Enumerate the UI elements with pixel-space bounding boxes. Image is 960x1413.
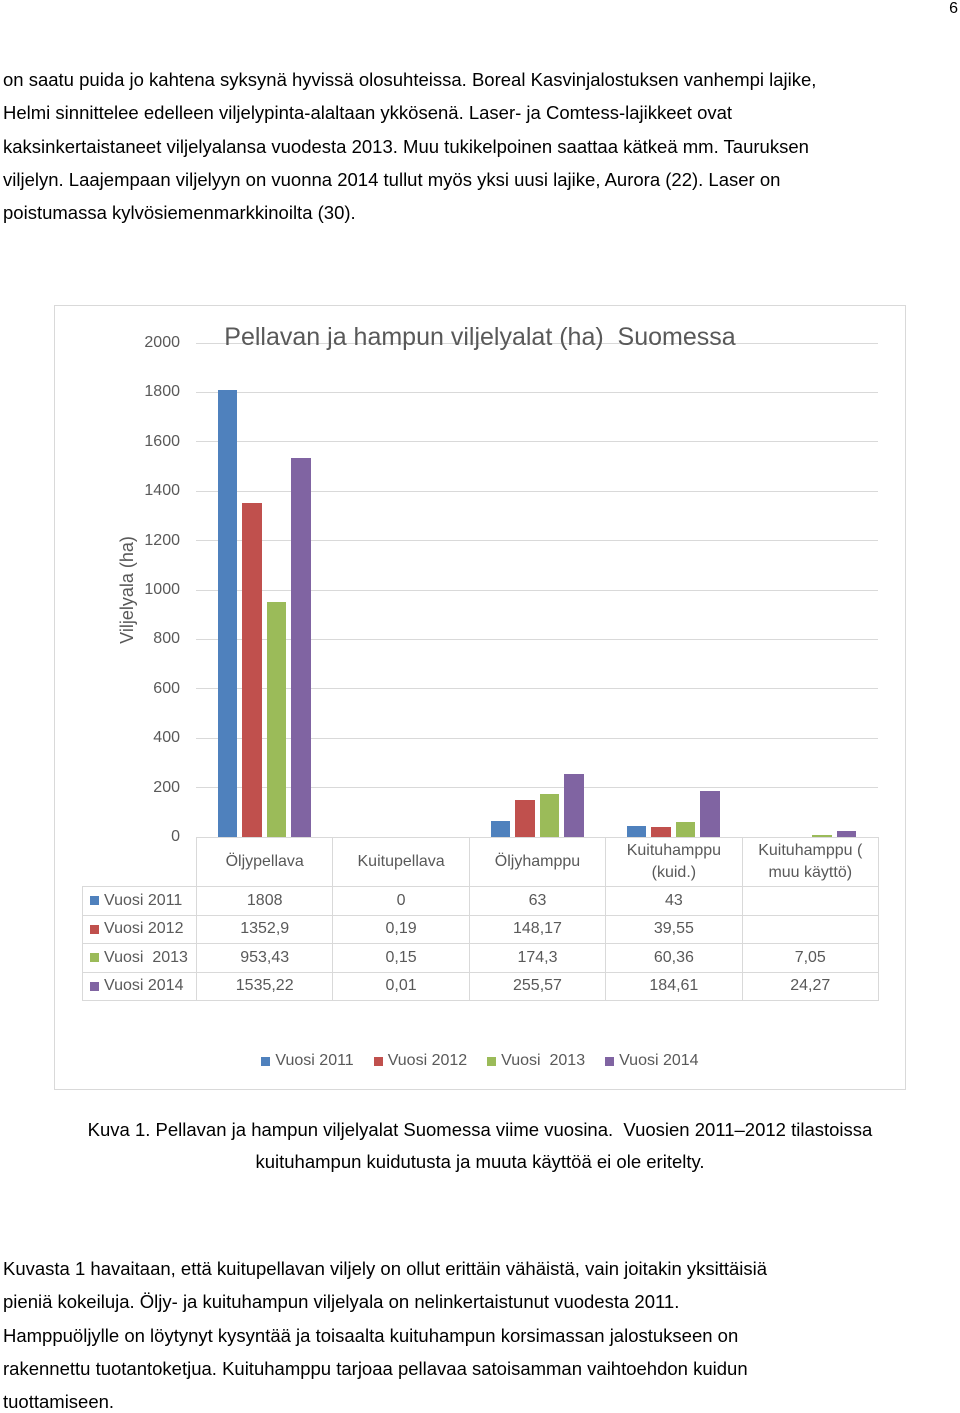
table-value: 7,05 bbox=[742, 944, 878, 973]
table-value: 1808 bbox=[197, 887, 333, 916]
series-row-label bbox=[90, 920, 192, 938]
text-line bbox=[3, 1292, 957, 1312]
legend-label: Vuosi 2012 bbox=[387, 1052, 468, 1069]
table-corner bbox=[83, 838, 197, 887]
legend-item bbox=[374, 1051, 467, 1071]
table-value: 60,36 bbox=[606, 944, 742, 973]
legend-key bbox=[487, 1057, 496, 1066]
table-value: 148,17 bbox=[469, 915, 605, 944]
table-value bbox=[742, 887, 878, 916]
legend-item bbox=[605, 1051, 698, 1071]
table-value: 0,19 bbox=[333, 915, 469, 944]
table-value bbox=[742, 915, 878, 944]
bar bbox=[515, 800, 535, 837]
table-value: 953,43 bbox=[197, 944, 333, 973]
table-value: 184,61 bbox=[606, 972, 742, 1001]
y-tick-label: 1600 bbox=[144, 432, 180, 450]
series-name: Vuosi 2012 bbox=[104, 920, 184, 938]
series-row-label bbox=[90, 892, 192, 910]
category-label: Öljypellava bbox=[197, 838, 333, 887]
table-value: 63 bbox=[469, 887, 605, 916]
chart-title: Pellavan ja hampun viljelyalat (ha) Suomessa bbox=[224, 323, 736, 351]
series-row-header bbox=[83, 915, 197, 944]
text-line bbox=[3, 103, 957, 123]
table-value: 24,27 bbox=[742, 972, 878, 1001]
legend-key bbox=[90, 982, 99, 991]
text-line-content: viljelyn. Laajempaan viljelyyn on vuonna 2014 tullut myös yksi uusi lajike, Aurora (22). Laser on bbox=[3, 168, 781, 190]
series-row-label bbox=[90, 977, 192, 995]
text-line-content: kuituhampun kuidutusta ja muuta käyttöä ei ole eritelty. bbox=[255, 1151, 705, 1172]
legend-key bbox=[90, 953, 99, 962]
bar bbox=[676, 822, 696, 837]
bar bbox=[700, 791, 720, 837]
table-row bbox=[83, 887, 879, 916]
data-table bbox=[82, 837, 879, 1001]
y-tick-label: 1200 bbox=[144, 531, 180, 549]
text-line bbox=[3, 1359, 957, 1379]
text-line bbox=[3, 1259, 957, 1279]
table-value: 43 bbox=[606, 887, 742, 916]
series-row-header bbox=[83, 887, 197, 916]
table-value: 39,55 bbox=[606, 915, 742, 944]
table-value: 1535,22 bbox=[197, 972, 333, 1001]
text-line-content: rakennettu tuotantoketjua. Kuituhamppu tarjoaa pellavaa satoisamman vaihtoehdon kuidun bbox=[3, 1357, 748, 1379]
y-tick-label: 2000 bbox=[144, 334, 180, 351]
gridline bbox=[196, 392, 878, 393]
table-header-row bbox=[83, 838, 879, 887]
legend-label: Vuosi 2011 bbox=[275, 1052, 354, 1069]
legend bbox=[55, 1051, 905, 1071]
bar bbox=[564, 774, 584, 837]
legend-key bbox=[261, 1057, 270, 1066]
table-value: 0 bbox=[333, 887, 469, 916]
conclusion-paragraph bbox=[3, 1259, 957, 1412]
y-tick-label: 200 bbox=[153, 778, 180, 796]
text-line bbox=[0, 1152, 960, 1172]
series-row-header bbox=[83, 972, 197, 1001]
text-line-content: Kuvasta 1 havaitaan, että kuitupellavan viljely on ollut erittäin vähäistä, vain joitakin yksittäisiä bbox=[3, 1258, 768, 1279]
bar bbox=[540, 794, 560, 837]
bar bbox=[627, 826, 647, 837]
y-tick-label: 1400 bbox=[144, 482, 180, 500]
y-tick-label: 400 bbox=[153, 729, 180, 747]
legend-label: Vuosi 2014 bbox=[619, 1052, 699, 1069]
series-name: Vuosi 2014 bbox=[104, 977, 184, 995]
category-label: Kuituhamppu (kuid.) bbox=[606, 838, 742, 887]
intro-paragraph bbox=[3, 70, 957, 223]
bar bbox=[218, 390, 238, 837]
table-value: 255,57 bbox=[469, 972, 605, 1001]
y-tick-label: 0 bbox=[171, 828, 180, 845]
figure-caption bbox=[0, 1120, 960, 1172]
text-line bbox=[3, 170, 957, 190]
legend-key bbox=[90, 896, 99, 905]
legend-key bbox=[605, 1057, 614, 1066]
category-label: Kuitupellava bbox=[333, 838, 469, 887]
y-tick-label: 600 bbox=[153, 679, 180, 697]
table-value: 0,15 bbox=[333, 944, 469, 973]
text-line bbox=[3, 1392, 957, 1412]
text-line bbox=[0, 1120, 960, 1140]
series-row-header bbox=[83, 944, 197, 973]
legend-key bbox=[374, 1057, 383, 1066]
y-tick-label: 800 bbox=[153, 630, 180, 648]
category-label: Öljyhamppu bbox=[469, 838, 605, 887]
table-value: 1352,9 bbox=[197, 915, 333, 944]
text-line bbox=[3, 137, 957, 157]
text-line-content: pieniä kokeiluja. Öljy- ja kuituhampun viljelyala on nelinkertaistunut vuodesta 2011. bbox=[3, 1291, 680, 1313]
legend-key bbox=[90, 925, 99, 934]
series-name: Vuosi 2011 bbox=[104, 891, 183, 909]
page-number: 6 bbox=[949, 0, 958, 17]
text-line-content: Hamppuöljylle on löytynyt kysyntää ja toisaalta kuituhampun korsimassan jalostukseen on bbox=[3, 1324, 739, 1346]
text-line bbox=[3, 70, 957, 90]
text-line-content: tuottamiseen. bbox=[3, 1391, 115, 1413]
table-row bbox=[83, 944, 879, 973]
series-name: Vuosi 2013 bbox=[104, 948, 188, 966]
bar bbox=[267, 602, 287, 837]
table-value: 174,3 bbox=[469, 944, 605, 973]
bar bbox=[242, 503, 262, 837]
text-line bbox=[3, 203, 957, 223]
text-line-content: kaksinkertaistaneet viljelyalansa vuodesta 2013. Muu tukikelpoinen saattaa kätkeä mm. Tauruksen bbox=[3, 135, 809, 157]
text-line-content: Kuva 1. Pellavan ja hampun viljelyalat Suomessa viime vuosina. Vuosien 2011–2012 tilastoissa bbox=[87, 1119, 873, 1140]
table-row bbox=[83, 915, 879, 944]
bar bbox=[291, 458, 311, 837]
text-line-content: Helmi sinnittelee edelleen viljelypinta-alaltaan ykkösenä. Laser- ja Comtess-lajikkeet ovat bbox=[3, 102, 733, 124]
legend-item bbox=[487, 1051, 585, 1071]
bar bbox=[491, 821, 511, 837]
chart-figure bbox=[54, 305, 906, 1090]
text-line bbox=[3, 1326, 957, 1346]
bar bbox=[651, 827, 671, 837]
y-tick-label: 1000 bbox=[144, 581, 180, 598]
series-row-label bbox=[90, 949, 192, 967]
text-line-content: on saatu puida jo kahtena syksynä hyvissä olosuhteissa. Boreal Kasvinjalostuksen vanhempi lajike, bbox=[3, 69, 817, 90]
table-row bbox=[83, 972, 879, 1001]
y-tick-label: 1800 bbox=[144, 383, 180, 401]
legend-label: Vuosi 2013 bbox=[501, 1052, 586, 1069]
gridline bbox=[196, 441, 878, 442]
legend-item bbox=[261, 1051, 353, 1071]
text-line-content: poistumassa kylvösiemenmarkkinoilta (30). bbox=[3, 202, 356, 224]
table-value: 0,01 bbox=[333, 972, 469, 1001]
category-label: Kuituhamppu ( muu käyttö) bbox=[742, 838, 878, 887]
y-axis-label: Viljelyala (ha) bbox=[117, 536, 137, 644]
